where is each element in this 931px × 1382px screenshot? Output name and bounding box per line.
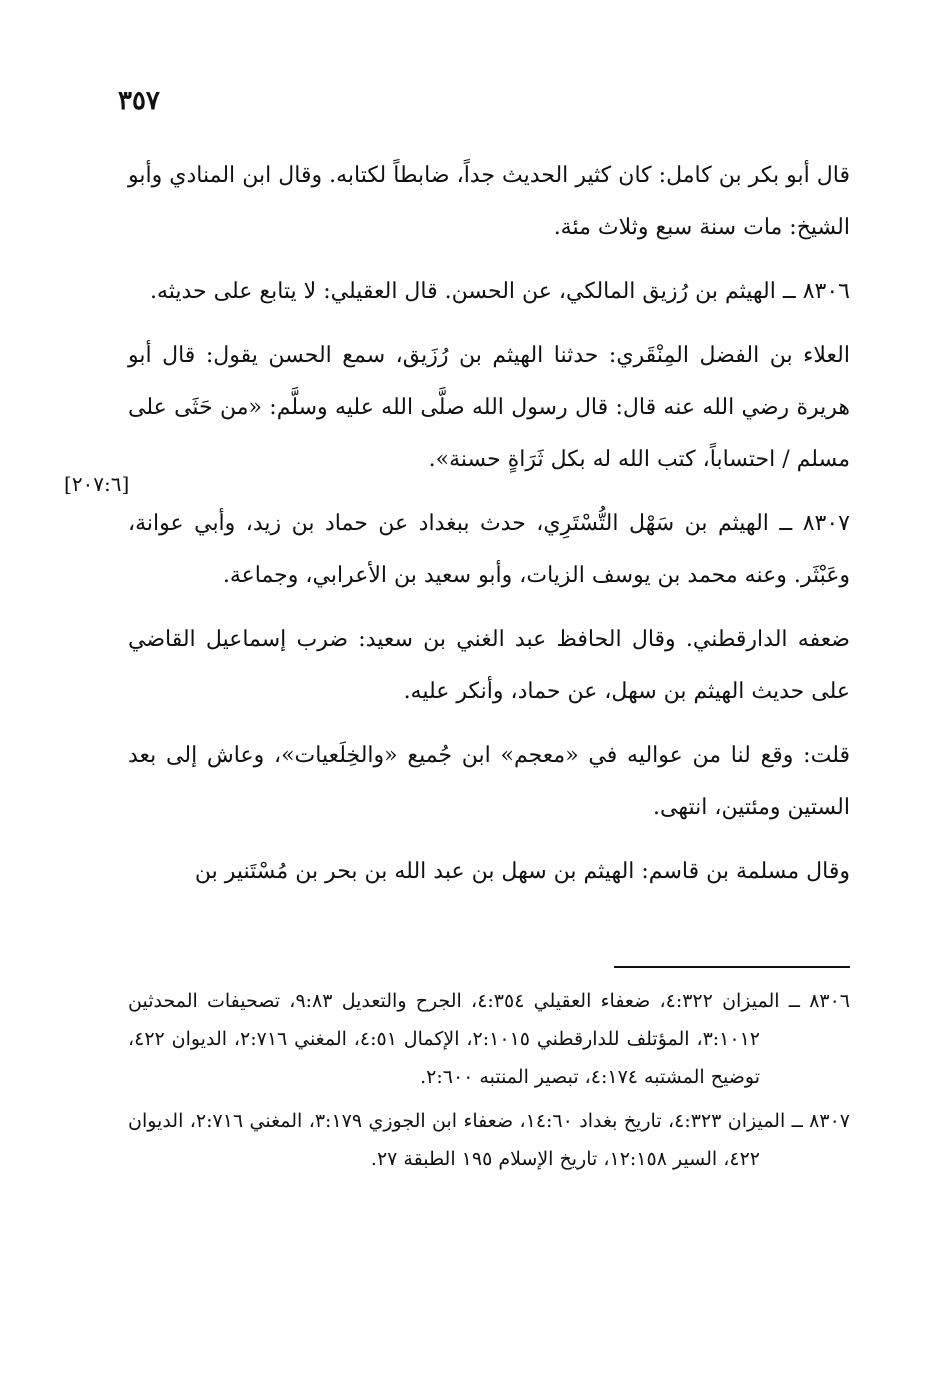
paragraph-hadith: العلاء بن الفضل المِنْقَري: حدثنا الهيثم بن رُزَيق، سمع الحسن يقول: قال أبو هريرة رضي الله عنه قال: قال رسول الله صلَّى الله عليه وسلَّم: «من حَثَى على مسلم / احتساباً، كتب الله له بكل ثَرَاةٍ حسنة». [128,343,850,472]
paragraph-daraqutni: ضعفه الدارقطني. وقال الحافظ عبد الغني بن سعيد: ضرب إسماعيل القاضي على حديث الهيثم بن سهل، عن حماد، وأنكر عليه. [128,627,850,704]
footnote-separator [614,966,850,968]
paragraph-qultu: قلت: وقع لنا من عواليه في «معجم» ابن جُميع «والخِلَعيات»، وعاش إلى بعد الستين ومئتين، انتهى. [128,743,850,820]
entry-8306: ٨٣٠٦ ــ الهيثم بن رُزيق المالكي، عن الحسن. قال العقيلي: لا يتابع على حديثه. [149,279,850,304]
footnote-8307: ٨٣٠٧ ــ الميزان ٤:٣٢٣، تاريخ بغداد ١٤:٦٠، ضعفاء ابن الجوزي ٣:١٧٩، المغني ٢:٧١٦، الديوان ٤٢٢، السير ١٢:١٥٨، تاريخ الإسلام ١٩٥ الطبقة ٢٧. [128,1110,850,1170]
footnotes [128,982,850,1184]
paragraph-1: قال أبو بكر بن كامل: كان كثير الحديث جداً، ضابطاً لكتابه. وقال ابن المنادي وأبو الشيخ: مات سنة سبع وثلاث مئة. [128,163,851,240]
main-text [128,150,850,910]
entry-8307: ٨٣٠٧ ــ الهيثم بن سَهْل التُّسْتَرِي، حدث ببغداد عن حماد بن زيد، وأبي عوانة، وعَبْثَر. وعنه محمد بن يوسف الزيات، وأبو سعيد بن الأعرابي، وجماعة. [128,511,850,588]
page-number: ٣٥٧ [118,86,160,116]
footnote-8306: ٨٣٠٦ ــ الميزان ٤:٣٢٢، ضعفاء العقيلي ٤:٣٥٤، الجرح والتعديل ٩:٨٣، تصحيفات المحدثين ٣:١٠١٢، المؤتلف للدارقطني ٢:١٠١٥، الإكمال ٤:٥١، المغني ٢:٧١٦، الديوان ٤٢٢، توضيح المشتبه ٤:١٧٤، تبصير المنتبه ٢:٦٠٠. [128,990,851,1088]
volume-page-reference: [٢٠٧:٦] [64,472,130,496]
paragraph-maslama: وقال مسلمة بن قاسم: الهيثم بن سهل بن عبد الله بن بحر بن مُسْتَنير بن [194,859,850,884]
